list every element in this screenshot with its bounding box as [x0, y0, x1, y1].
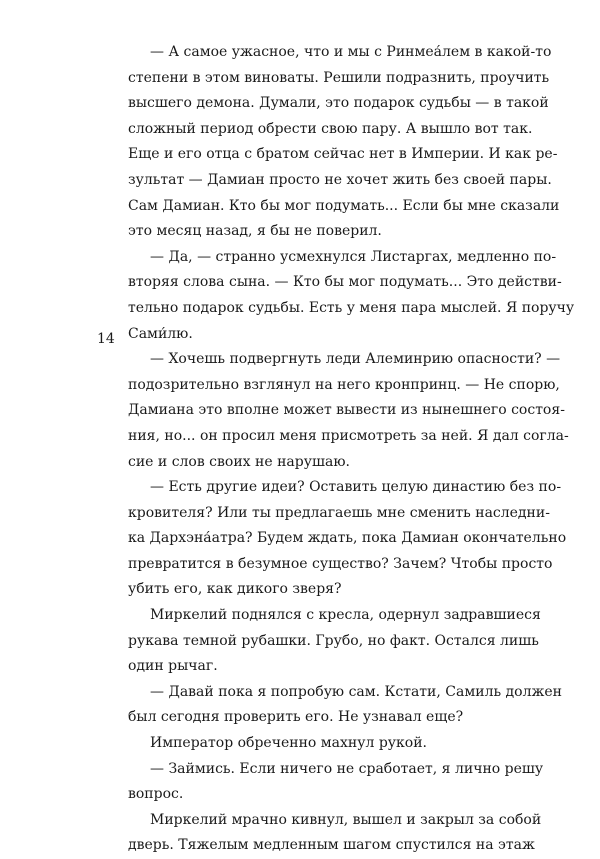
text-line: — Займись. Если ничего не сработает, я лично решу [150, 760, 544, 777]
text-line: Сами́лю. [128, 325, 193, 342]
text-line: это месяц назад, я бы не поверил. [128, 223, 382, 240]
text-line: дверь. Тяжелым медленным шагом спустился на этаж [128, 837, 535, 854]
text-line: Еще и его отца с братом сейчас нет в Империи. И как ре- [128, 146, 558, 163]
text-line: Миркелий поднялся с кресла, одернул задравшиеся [150, 607, 541, 624]
text-line: сложный период обрести свою пару. А вышло вот так. [128, 120, 533, 137]
text-line: зультат — Дамиан просто не хочет жить без своей пары. [128, 171, 552, 188]
text-line: степени в этом виноваты. Решили подразнить, проучить [128, 69, 550, 86]
text-line: — Да, — странно усмехнулся Листаргах, медленно по- [150, 248, 557, 265]
text-line: ка Дархэна́атра? Будем ждать, пока Дамиан окончательно [128, 530, 567, 547]
text-line: Дамиана это вполне может вывести из нынешнего состоя- [128, 402, 565, 419]
text-line: один рычаг. [128, 658, 218, 675]
text-line: подозрительно взглянул на него кронпринц. — Не спорю, [128, 376, 560, 393]
text-line: вторяя слова сына. — Кто бы мог подумать... Это действи- [128, 274, 562, 291]
text-line: Сам Дамиан. Кто бы мог подумать... Если бы мне сказали [128, 197, 560, 214]
text-line: — Давай пока я попробую сам. Кстати, Самиль должен [150, 683, 562, 700]
text-line: — Есть другие идеи? Оставить целую династию без по- [150, 479, 562, 496]
text-line: кровителя? Или ты предлагаешь мне сменить наследни- [128, 504, 550, 521]
page-number: 14 [97, 331, 115, 347]
body-text [128, 40, 575, 859]
text-line: Миркелий мрачно кивнул, вышел и закрыл за собой [150, 811, 542, 828]
text-line: Император обреченно махнул рукой. [150, 735, 427, 752]
text-line: ния, но... он просил меня присмотреть за ней. Я дал согла- [128, 427, 569, 444]
text-line: превратится в безумное существо? Зачем? Чтобы просто [128, 555, 553, 572]
text-line: — А самое ужасное, что и мы с Ринмеа́лем в какой-то [150, 44, 552, 60]
text-line: рукава темной рубашки. Грубо, но факт. Остался лишь [128, 632, 539, 649]
text-line: — Хочешь подвергнуть леди Алеминрию опасности? — [150, 351, 561, 368]
text-line: убить его, как дикого зверя? [128, 581, 342, 598]
text-line: высшего демона. Думали, это подарок судьбы — в такой [128, 95, 549, 112]
text-line: тельно подарок судьбы. Есть у меня пара мыслей. Я поручу [128, 299, 575, 316]
text-line: был сегодня проверить его. Не узнавал еще? [128, 709, 464, 726]
text-line: сие и слов своих не нарушаю. [128, 453, 350, 470]
text-line: вопрос. [128, 786, 184, 803]
